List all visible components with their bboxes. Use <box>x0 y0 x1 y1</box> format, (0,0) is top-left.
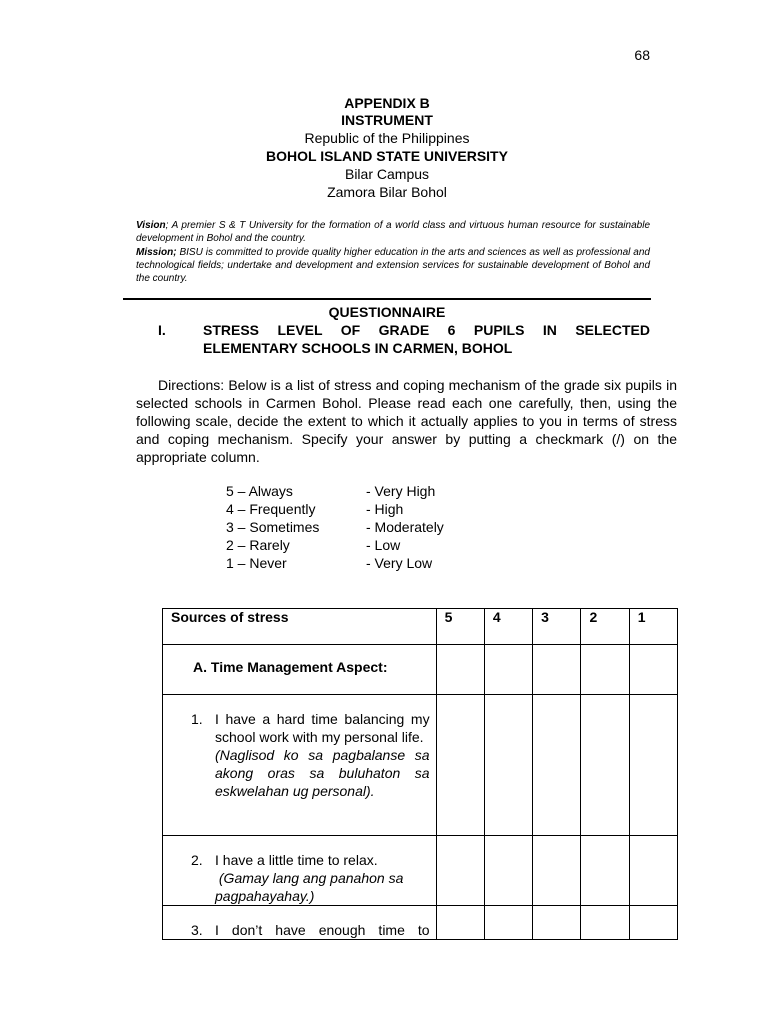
checkbox-cell-1[interactable] <box>629 906 677 940</box>
header-col-4: 4 <box>484 609 532 645</box>
table-row <box>163 695 678 836</box>
table-header-row <box>163 609 678 645</box>
appendix-label: APPENDIX B <box>344 95 430 111</box>
checkbox-cell-1[interactable] <box>629 836 677 906</box>
checkbox-cell-4[interactable] <box>484 695 532 836</box>
checkbox-cell-2[interactable] <box>581 695 629 836</box>
item-number: 3. <box>191 922 203 938</box>
page-number: 68 <box>634 47 650 63</box>
checkbox-cell-5[interactable] <box>436 906 484 940</box>
republic-line: Republic of the Philippines <box>304 130 470 146</box>
checkbox-cell-5[interactable] <box>436 836 484 906</box>
section-title-line-1: STRESS LEVEL OF GRADE 6 PUPILS IN SELECTED <box>203 322 650 338</box>
campus-line: Bilar Campus <box>344 166 430 182</box>
scale-value: 2 – Rarely <box>226 537 290 553</box>
checkbox-cell-4[interactable] <box>484 906 532 940</box>
questionnaire-title: QUESTIONNAIRE <box>328 304 446 320</box>
item-translation: (Naglisod ko sa pagbalanse sa akong oras sa buluhaton sa eskwelahan ug personal). <box>215 747 430 799</box>
scale-meaning: - High <box>366 501 404 517</box>
section-title <box>203 321 650 357</box>
horizontal-rule <box>123 298 651 300</box>
scale-row <box>226 500 444 518</box>
table-row <box>163 906 678 940</box>
checkbox-cell-5[interactable] <box>436 695 484 836</box>
checkbox-cell-1[interactable] <box>629 695 677 836</box>
mission-statement <box>136 246 650 285</box>
section-number: I. <box>158 322 166 338</box>
vision-label: Vision <box>136 220 166 231</box>
rating-cell[interactable] <box>581 645 629 695</box>
rating-cell[interactable] <box>533 645 581 695</box>
scale-meaning: - Low <box>366 537 401 553</box>
rating-cell[interactable] <box>436 645 484 695</box>
scale-row <box>226 518 444 536</box>
mission-label: Mission; <box>136 247 177 258</box>
checkbox-cell-3[interactable] <box>533 836 581 906</box>
checkbox-cell-3[interactable] <box>533 906 581 940</box>
scale-row <box>226 554 444 572</box>
header-col-2: 2 <box>581 609 629 645</box>
aspect-label: A. Time Management Aspect: <box>163 645 437 695</box>
checkbox-cell-2[interactable] <box>581 836 629 906</box>
table-row <box>163 836 678 906</box>
scale-meaning: - Very High <box>366 483 436 499</box>
scale-meaning: - Very Low <box>366 555 433 571</box>
section-title-line-2: ELEMENTARY SCHOOLS IN CARMEN, BOHOL <box>203 340 513 356</box>
item-number: 1. <box>191 711 203 727</box>
scale-row <box>226 482 444 500</box>
scale-meaning: - Moderately <box>366 519 444 535</box>
university-name: BOHOL ISLAND STATE UNIVERSITY <box>266 148 508 164</box>
checkbox-cell-4[interactable] <box>484 836 532 906</box>
scale-value: 3 – Sometimes <box>226 519 320 535</box>
item-english: I have a hard time balancing my school work with my personal life. <box>215 711 430 745</box>
header-col-1: 1 <box>629 609 677 645</box>
directions-text: Directions: Below is a list of stress and coping mechanism of the grade six pupils in selected schools in Carmen Bohol. Please read each one carefully, then, using the following scale, decide the extent to which it actually applies to you in terms of stress and coping mechanism. Specify your answer by putting a checkmark (/) on the appropriate column. <box>136 377 677 465</box>
scale-value: 1 – Never <box>226 555 287 571</box>
item-cell <box>163 836 437 906</box>
scale-value: 5 – Always <box>226 483 293 499</box>
item-cell <box>163 906 437 940</box>
vision-statement <box>136 219 650 245</box>
vision-text: ; A premier S & T University for the formation of a world class and virtuous human resource for sustainable development in Bohol and the country. <box>136 220 650 244</box>
rating-cell[interactable] <box>484 645 532 695</box>
scale-value: 4 – Frequently <box>226 501 316 517</box>
scale-row <box>226 536 444 554</box>
rating-cell[interactable] <box>629 645 677 695</box>
stress-sources-table <box>162 608 678 940</box>
address-line: Zamora Bilar Bohol <box>327 184 447 200</box>
item-english: I have a little time to relax. <box>215 852 378 868</box>
header-sources-of-stress: Sources of stress <box>163 609 437 645</box>
item-number: 2. <box>191 852 203 868</box>
rating-scale <box>226 482 444 572</box>
item-cell <box>163 695 437 836</box>
directions-paragraph <box>136 376 677 466</box>
item-english: I don’t have enough time to <box>215 922 430 938</box>
aspect-row <box>163 645 678 695</box>
header-col-5: 5 <box>436 609 484 645</box>
instrument-label: INSTRUMENT <box>341 112 433 128</box>
checkbox-cell-3[interactable] <box>533 695 581 836</box>
header-col-3: 3 <box>533 609 581 645</box>
item-translation: (Gamay lang ang panahon sa pagpahayahay.) <box>215 870 408 904</box>
mission-text: BISU is committed to provide quality higher education in the arts and sciences as well as professional and technological fields; undertake and development and extension services for sustainable development of Bohol and the country. <box>136 247 650 284</box>
checkbox-cell-2[interactable] <box>581 906 629 940</box>
